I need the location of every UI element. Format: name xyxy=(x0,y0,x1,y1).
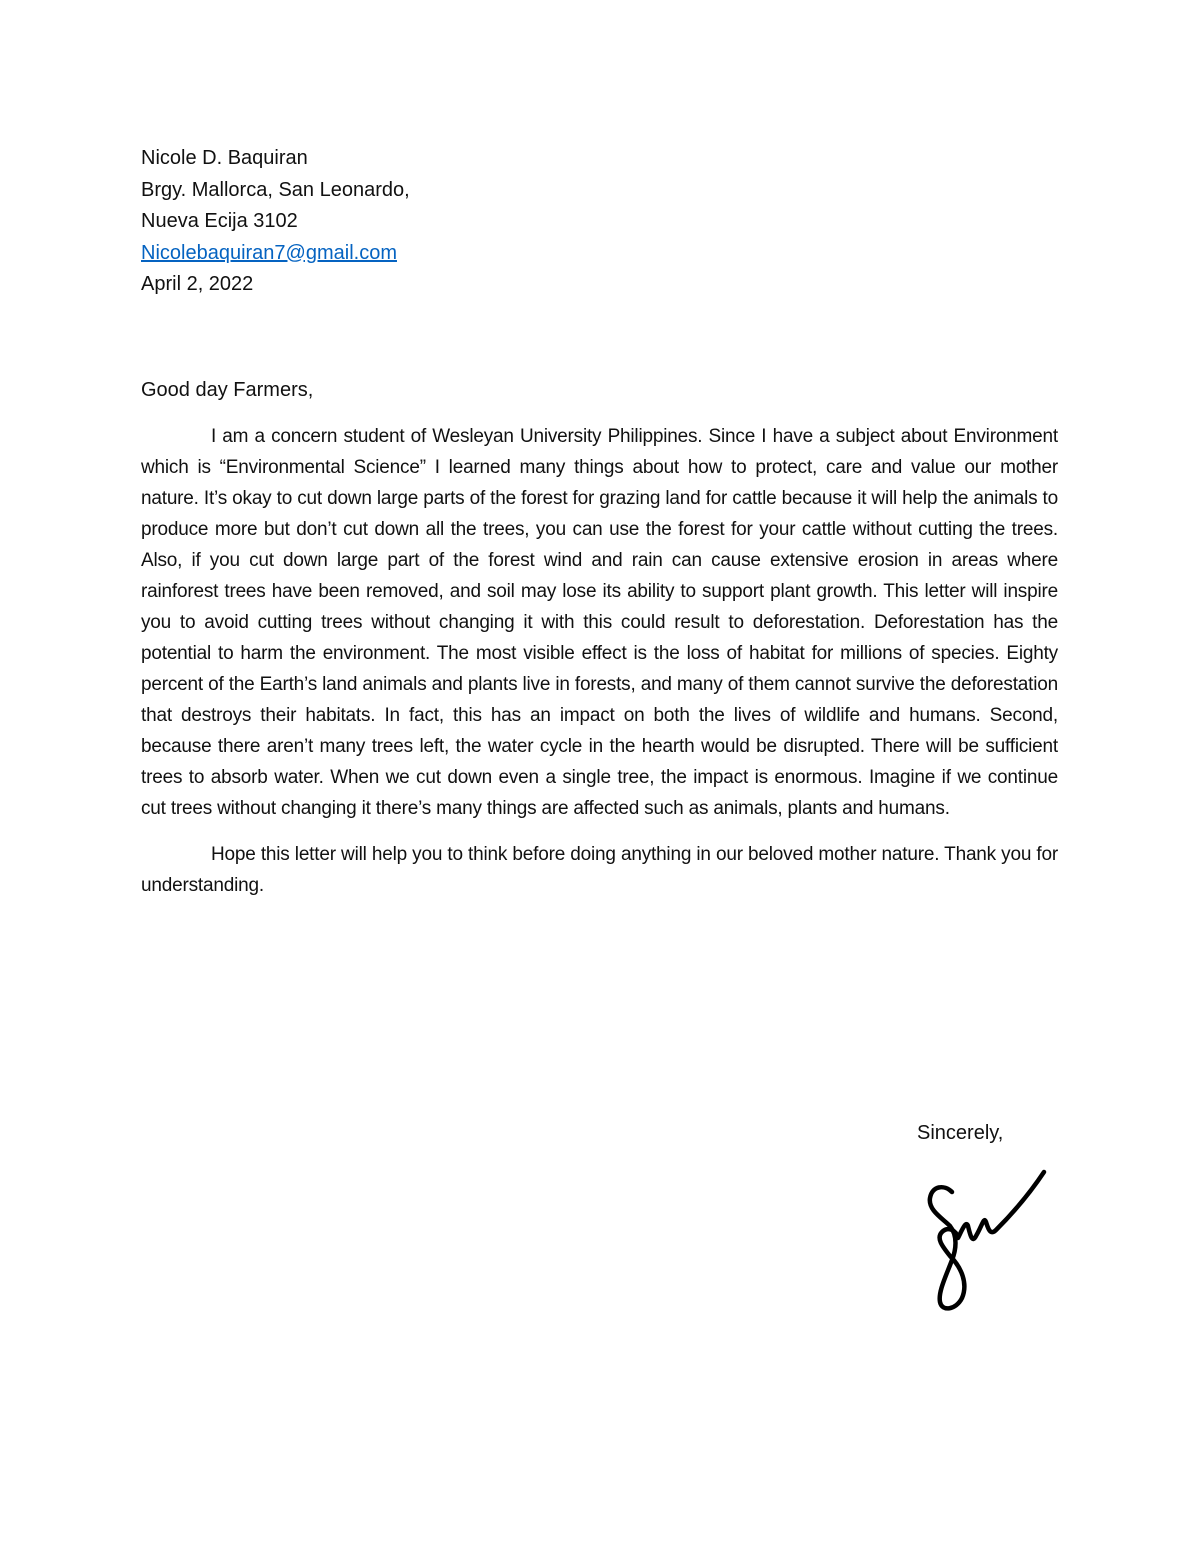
sender-block xyxy=(141,143,741,301)
body-paragraph: I am a concern student of Wesleyan University Philippines. Since I have a subject about Environment which is “Environmental Science” I learned many things about how to protect, care and value our mother nature. It’s okay to cut down large parts of the forest for grazing land for cattle because it will help the animals to produce more but don’t cut down all the trees, you can use the forest for your cattle without cutting the trees. Also, if you cut down large part of the forest wind and rain can cause extensive erosion in areas where rainforest trees have been removed, and soil may lose its ability to support plant growth. This letter will inspire you to avoid cutting trees without changing it with this could result to deforestation. Deforestation has the potential to harm the environment. The most visible effect is the loss of habitat for millions of species. Eighty percent of the Earth’s land animals and plants live in forests, and many of them cannot survive the deforestation that destroys their habitats. In fact, this has an impact on both the lives of wildlife and humans. Second, because there aren’t many trees left, the water cycle in the hearth would be disrupted. There will be sufficient trees to absorb water. When we cut down even a single tree, the impact is enormous. Imagine if we continue cut trees without changing it there’s many things are affected such as animals, plants and humans. xyxy=(141,426,1058,819)
letter-closing: Sincerely, xyxy=(917,1122,1004,1144)
letter-date: April 2, 2022 xyxy=(141,273,254,295)
letter-greeting: Good day Farmers, xyxy=(141,379,314,401)
body-paragraph: Hope this letter will help you to think before doing anything in our beloved mother nature. Thank you for understanding. xyxy=(141,844,1058,896)
signature-stroke xyxy=(930,1172,1044,1308)
letter-body xyxy=(141,421,1058,916)
sender-email-link[interactable]: Nicolebaquiran7@gmail.com xyxy=(141,241,397,264)
sender-name: Nicole D. Baquiran xyxy=(141,147,308,169)
sender-address-line1: Brgy. Mallorca, San Leonardo, xyxy=(141,178,410,201)
sender-address-line2: Nueva Ecija 3102 xyxy=(141,210,298,232)
signature-image xyxy=(912,1160,1062,1320)
